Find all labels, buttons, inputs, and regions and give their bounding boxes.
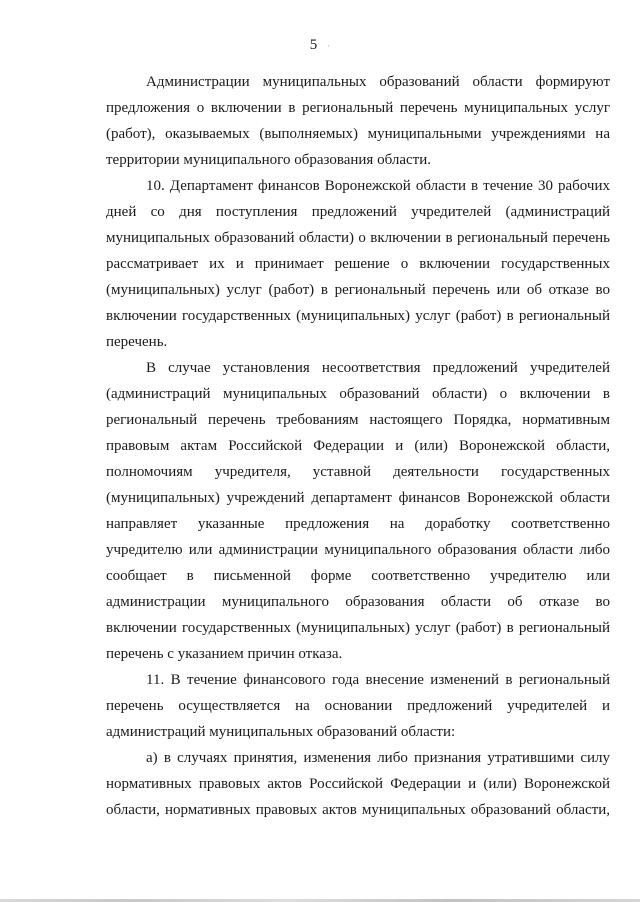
text-line: области, нормативных правовых актов муниципальных образований области, (106, 802, 610, 818)
text-line: перечень с указанием причин отказа. (106, 646, 343, 662)
page-number-value: 5 (309, 37, 318, 53)
text-line: муниципальных образований области) о включении в региональный перечень (106, 230, 610, 246)
text-line: перечень. (106, 334, 168, 350)
text-line: Администрации муниципальных образований области формируют (146, 74, 610, 90)
text-line: направляет указанные предложения на доработку соответственно (106, 516, 610, 532)
text-line: администраций муниципальных образований области: (106, 724, 456, 740)
scan-dot: · (327, 40, 331, 51)
text-line: правовым актам Российской Федерации и (или) Воронежской области, (106, 438, 610, 454)
text-line: (администраций муниципальных образований области) о включении в (106, 386, 610, 402)
text-line: 11. В течение финансового года внесение изменений в региональный (146, 672, 610, 688)
text-line: 10. Департамент финансов Воронежской области в течение 30 рабочих (146, 178, 610, 194)
text-line: а) в случаях принятия, изменения либо признания утратившими силу (146, 750, 610, 766)
text-line: перечень осуществляется на основании предложений учредителей и (106, 698, 610, 714)
text-line: В случае установления несоответствия предложений учредителей (146, 360, 610, 376)
text-line: региональный перечень требованиям настоящего Порядка, нормативным (106, 412, 610, 428)
text-line: рассматривает их и принимает решение о включении государственных (106, 256, 610, 272)
text-line: (муниципальных) услуг (работ) в региональный перечень или об отказе во (106, 282, 610, 298)
page-number (0, 36, 640, 55)
text-line: предложения о включении в региональный перечень муниципальных услуг (106, 100, 610, 116)
text-line: сообщает в письменной форме соответственно учредителю или (106, 568, 610, 584)
text-line: включении государственных (муниципальных) услуг (работ) в региональный (106, 620, 610, 636)
text-line: включении государственных (муниципальных) услуг (работ) в региональный (106, 308, 610, 324)
text-line: нормативных правовых актов Российской Федерации и (или) Воронежской (106, 776, 610, 792)
text-line: полномочиям учредителя, уставной деятельности государственных (106, 464, 610, 480)
text-line: учредителю или администрации муниципального образования области либо (106, 542, 610, 558)
text-line: (работ), оказываемых (выполняемых) муниципальными учреждениями на (106, 126, 610, 142)
text-line: (муниципальных) учреждений департамент финансов Воронежской области (106, 490, 610, 506)
text-line: администрации муниципального образования области об отказе во (106, 594, 610, 610)
text-line: территории муниципального образования области. (106, 152, 431, 168)
text-line: дней со дня поступления предложений учредителей (администраций (106, 204, 610, 220)
